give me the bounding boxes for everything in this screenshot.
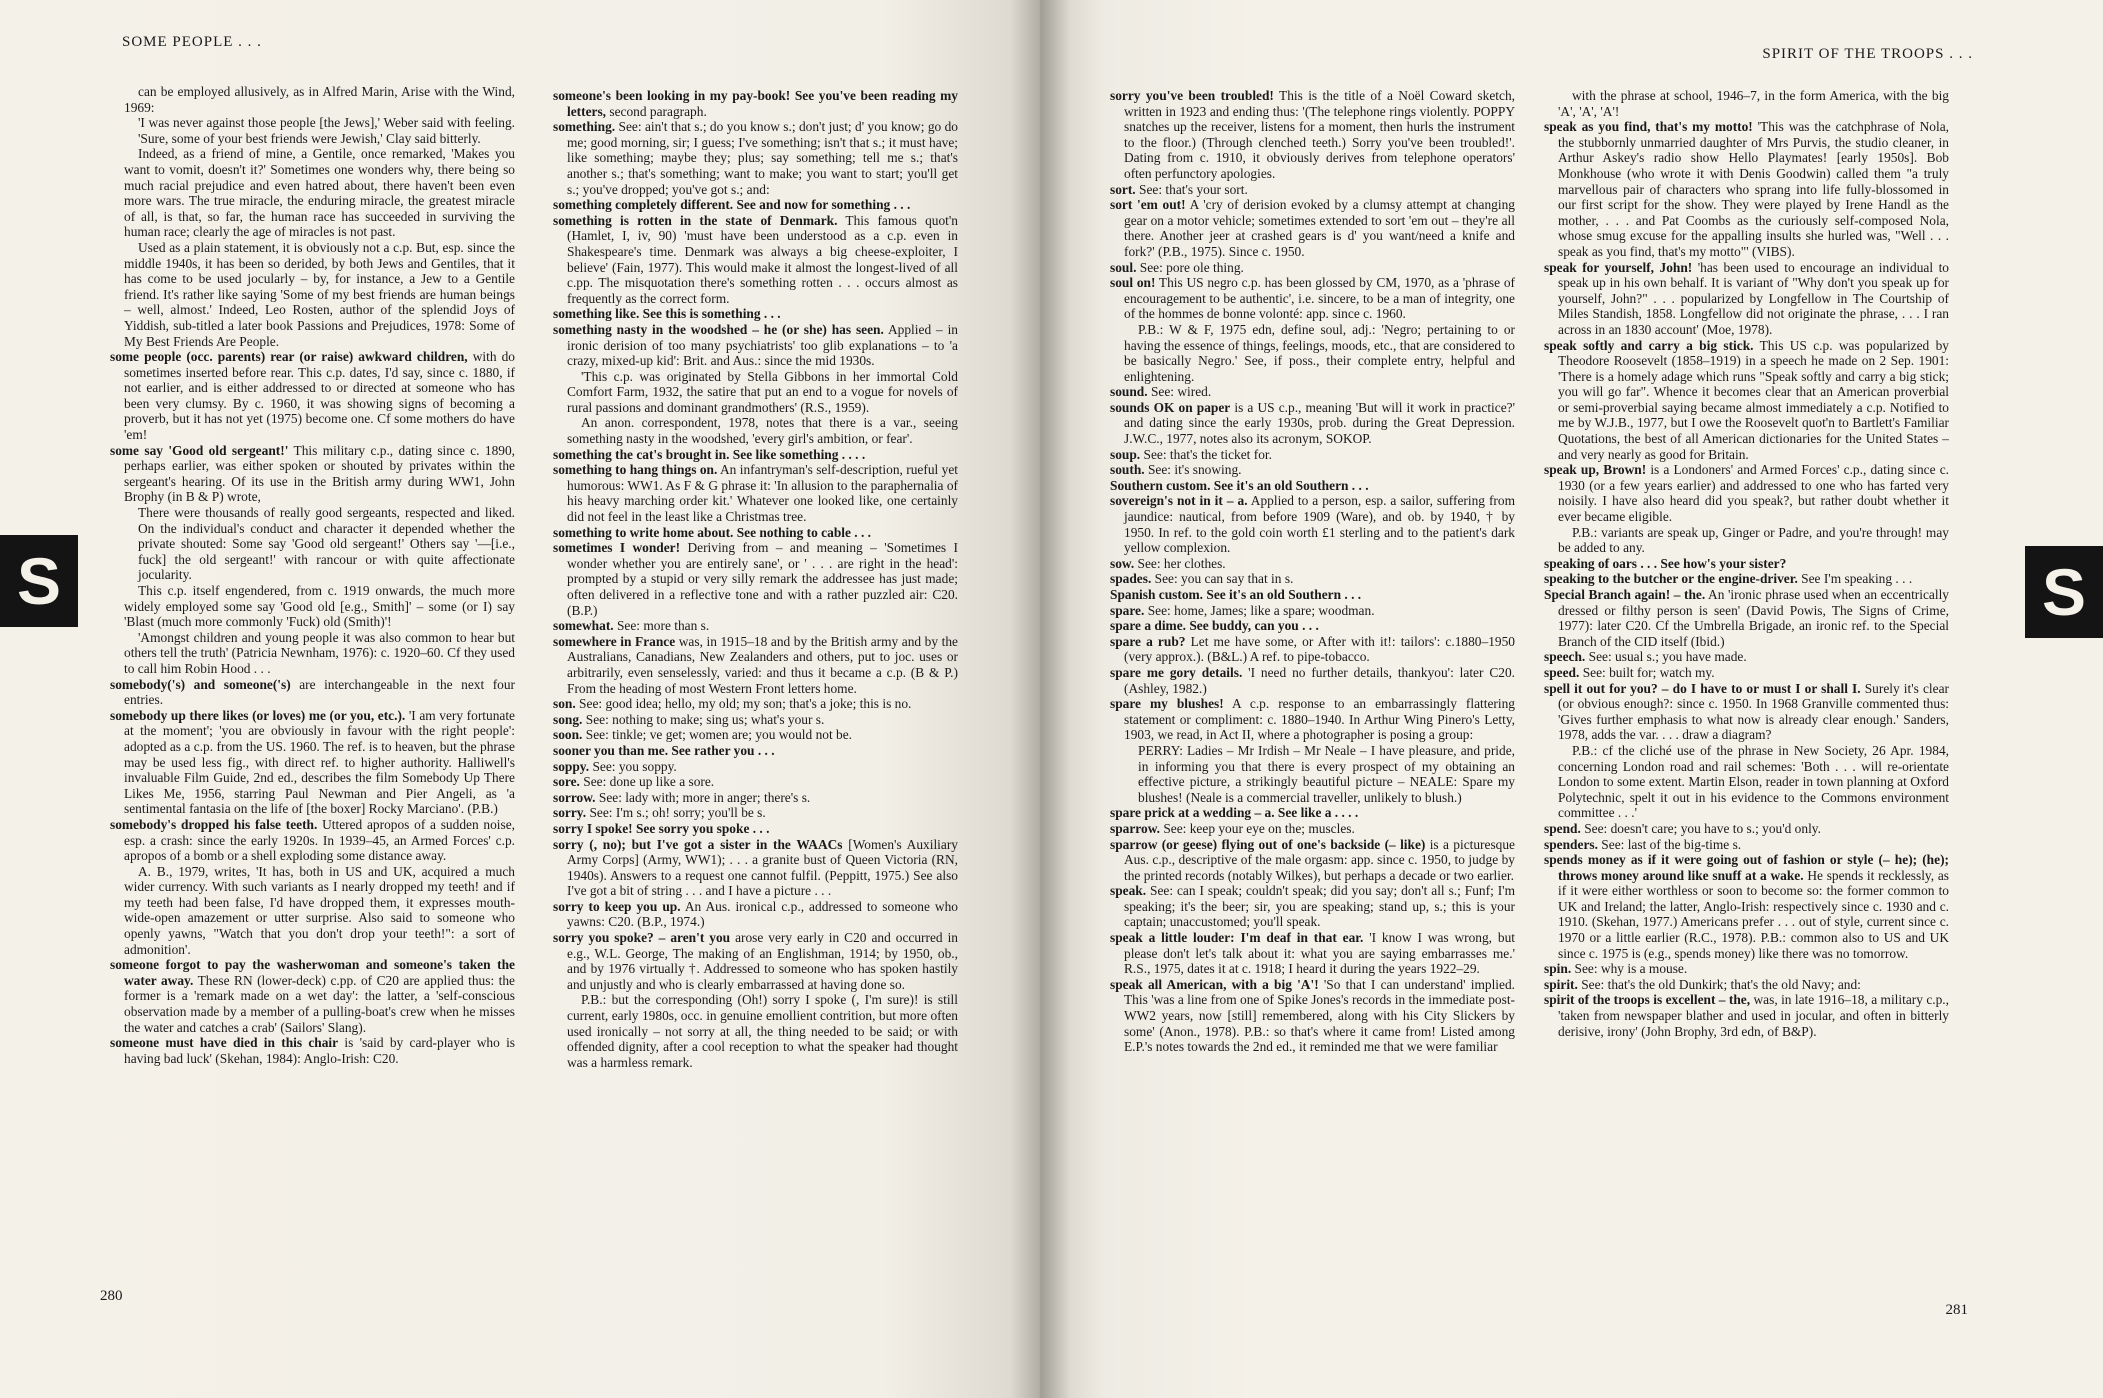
thumb-index-tab-left: S xyxy=(0,535,78,627)
entry-paragraph xyxy=(110,146,515,240)
entry-headword: Southern custom. See it's an old Southern . . . xyxy=(1110,477,1369,493)
dictionary-entry xyxy=(1110,634,1515,665)
entry-headword: sort 'em out! xyxy=(1110,197,1186,213)
entry-headword: sparrow (or geese) flying out of one's backside (– like) xyxy=(1110,836,1426,852)
entry-text: See: pore ole thing. xyxy=(1136,259,1244,275)
entry-headword: speaking of oars . . . See how's your sister? xyxy=(1544,555,1787,571)
entry-headword: spirit of the troops is excellent – the, xyxy=(1544,992,1751,1008)
entry-text: 'I was never against those people [the Jews],' Weber said with feeling. 'Sure, some of your best friends were Jewish,' Clay said bitterly. xyxy=(138,115,515,146)
entry-text: 'I know I was wrong, but please don't let's talk about it: what you are saying embarrasses me.' R.S., 1975, dates it at c. 1918; I heard it during the years 1922–29. xyxy=(1124,930,1515,977)
dictionary-entry xyxy=(553,930,958,992)
dictionary-entry xyxy=(553,790,958,806)
entry-paragraph xyxy=(110,115,515,146)
entry-text: 'Amongst children and young people it was also common to hear but others tell the truth' (Patricia Newnham, 1976): c. 1920–60. Cf they used to call him Robin Hood . . . xyxy=(124,629,515,676)
dictionary-entry xyxy=(1110,384,1515,400)
entry-text: See: that's the old Dunkirk; that's the old Navy; and: xyxy=(1577,976,1861,992)
entry-headword: speed. xyxy=(1544,664,1580,680)
thumb-index-tab-right: S xyxy=(2025,546,2103,638)
entry-paragraph xyxy=(110,864,515,958)
entry-paragraph xyxy=(110,240,515,349)
dictionary-entry xyxy=(553,618,958,634)
dictionary-entry xyxy=(553,540,958,618)
entry-headword: speak for yourself, John! xyxy=(1544,259,1693,275)
entry-text: See: why is a mouse. xyxy=(1571,961,1688,977)
entry-headword: something to write home about. See nothing to cable . . . xyxy=(553,524,872,540)
entry-headword: spare me gory details. xyxy=(1110,664,1243,680)
dictionary-entry xyxy=(1110,493,1515,555)
entry-headword: spenders. xyxy=(1544,836,1598,852)
entry-text: Used as a plain statement, it is obviously not a c.p. But, esp. since the middle 1940s, it has been so derided, by both Jews and Gentiles, that it has come to be used jocularly – by, for instance, a Jew to a Gentile friend. It's rather like saying 'Some of my best friends are human beings – well, almost.' Indeed, Leo Rosten, author of the splendid Joys of Yiddish, sub-titled a later book Passions and Prejudices, 1978: Some of My Best Friends Are People. xyxy=(124,239,515,349)
entry-headword: sounds OK on paper xyxy=(1110,399,1231,415)
entry-text: See: her clothes. xyxy=(1134,555,1226,571)
entry-headword: soul. xyxy=(1110,259,1137,275)
entry-paragraph xyxy=(553,992,958,1070)
column-1 xyxy=(110,84,515,1279)
dictionary-entry xyxy=(1544,119,1949,259)
entry-text: with the phrase at school, 1946–7, in the form America, with the big 'A', 'A', 'A'! xyxy=(1558,88,1949,119)
entry-text: This US negro c.p. has been glossed by CM, 1970, as a 'phrase of encouragement to be authentic', i.e. sincere, to be a man of integrity, one of the hommes de bonne volonté: app. since c. 1960. xyxy=(1124,275,1515,322)
running-head-left: SOME PEOPLE . . . xyxy=(122,34,262,50)
entry-headword: speak all American, with a big 'A'! xyxy=(1110,976,1319,992)
entry-text: An infantryman's self-description, rueful yet humorous: WW1. As F & G phrase it: 'In allusion to the paraphernalia of his heavy marching order kit.' Whatever one looked like, one certainly did not feel in the least like a Christmas tree. xyxy=(567,462,958,525)
dictionary-entry xyxy=(1544,338,1949,463)
entry-text: is a US c.p., meaning 'But will it work in practice?' and dating since the early 1930s, prob. during the Great Depression. J.W.C., 1977, notes also its acronym, SOKOP. xyxy=(1124,399,1515,447)
dictionary-entry xyxy=(1544,992,1949,1039)
dictionary-entry xyxy=(1544,961,1949,977)
entry-text: is 'said by card-player who is having bad luck' (Skehan, 1984): Anglo-Irish: C20. xyxy=(124,1035,515,1066)
entry-text: arose very early in C20 and occurred in e.g., W.L. George, The making of an Englishman, 1914; by 1950, ob., and by 1976 virtually †. Addressed to someone who has spoken hastily and unjustly and who is clearly embarrassed at having done so. xyxy=(567,930,958,992)
entry-headword: sometimes I wonder! xyxy=(553,540,681,556)
entry-text: [Women's Auxiliary Army Corps] (Army, WW1); . . . a granite bust of Queen Victoria (RN, 1940s). Answers to a request one cannot fulfil. (Peppitt, 1975.) See also I've got a bit of string . . . and I have a picture . . . xyxy=(567,836,958,899)
entry-headword: somebody's dropped his false teeth. xyxy=(110,816,318,832)
dictionary-entry xyxy=(553,634,958,696)
dictionary-entry xyxy=(553,462,958,524)
entry-headword: sorry. xyxy=(553,805,587,821)
entry-headword: sort. xyxy=(1110,181,1136,197)
dictionary-entry xyxy=(553,805,958,821)
dictionary-entry xyxy=(1110,275,1515,322)
entry-headword: south. xyxy=(1110,462,1145,478)
entry-text: This famous quot'n (Hamlet, I, iv, 90) 'must have been understood as a c.p. even in Shakespeare's time. Denmark was always a big cheese-exploiter, I believe' (Fain, 1977). This would make it almost the longest-lived of all c.pp. The misquotation there's something rotten . . . occurs almost as frequently as the correct form. xyxy=(567,212,958,306)
entry-headword: something. xyxy=(553,119,616,135)
entry-headword: spare. xyxy=(1110,602,1145,618)
entry-text: See: good idea; hello, my old; my son; that's a joke; this is no. xyxy=(575,696,912,712)
entry-headword: soon. xyxy=(553,727,583,743)
entry-headword: Spanish custom. See it's an old Southern . . . xyxy=(1110,587,1362,602)
entry-headword: someone's been looking in my pay-book! See you've been reading my letters, xyxy=(553,88,958,119)
entry-headword: sooner you than me. See rather you . . . xyxy=(553,742,775,758)
left-page xyxy=(0,0,1040,1398)
dictionary-entry xyxy=(1110,603,1515,619)
entry-text: See: usual s.; you have made. xyxy=(1585,649,1747,665)
entry-headword: something the cat's brought in. See like something . . . . xyxy=(553,446,866,462)
entry-headword: something to hang things on. xyxy=(553,462,718,478)
entry-text: is a picturesque Aus. c.p., descriptive of the male orgasm: app. since c. 1950, to judge by the printed records (notably Wilkes), but perhaps a decade or two earlier. xyxy=(1124,836,1515,883)
entry-text: Surely it's clear (or obvious enough?: since c. 1950. In 1968 Granville commented thus: 'Gives further emphasis to what now is already clear enough.' Sanders, 1978, adds the var. . . . draw a diagram? xyxy=(1558,680,1949,743)
dictionary-entry xyxy=(1544,852,1949,961)
entry-text: was, in 1915–18 and by the British army and by the Australians, Canadians, New Zealanders and others, put to joc. uses or arbitrarily, even senselessly, varied: and thus it became a c.p. (B & P.) From the heading of most Western Front letters home. xyxy=(567,633,958,696)
entry-headword: someone forgot to pay the washerwoman and someone's taken the water away. xyxy=(110,957,515,988)
entry-headword: spare prick at a wedding – a. See like a . . . . xyxy=(1110,805,1359,821)
entry-headword: soppy. xyxy=(553,758,590,774)
dictionary-entry xyxy=(553,899,958,930)
column-2 xyxy=(553,88,958,1283)
entry-headword: spirit. xyxy=(1544,976,1578,992)
entry-text: This is the title of a Noël Coward sketch, written in 1923 and ending thus: '(The telephone rings violently. POPPY snatches up the receiver, listens for a moment, then hurls the instrument to the floor.) (Through clenched teeth.) Sorry you've been troubled!'. Dating from c. 1910, it obviously derives from telephone operators' often perfunctory apologies. xyxy=(1124,88,1515,181)
entry-headword: sorry I spoke! See sorry you spoke . . . xyxy=(553,820,770,836)
entry-text: 'I am very fortunate at the moment'; 'you are obviously in favour with the right people': adopted as a c.p. from the US. 1960. The ref. is to heaven, but the phrase may be used less fig., with direct ref. to higher authority. Halliwell's invaluable Film Guide, 2nd ed., describes the film Somebody Up There Likes Me, 1956, starring Paul Newman and Pier Angeli, as 'a sentimental fantasia on the life of [the boxer] Rocky Marciano'. (P.B.) xyxy=(124,707,515,817)
entry-headword: something nasty in the woodshed – he (or she) has seen. xyxy=(553,321,884,337)
dictionary-entry xyxy=(1544,260,1949,338)
dictionary-entry xyxy=(1544,571,1949,587)
dictionary-entry xyxy=(553,712,958,728)
entry-headword: somewhat. xyxy=(553,618,614,634)
dictionary-entry xyxy=(553,322,958,369)
entry-paragraph xyxy=(1544,88,1949,119)
entry-headword: sorry you spoke? – aren't you xyxy=(553,930,731,946)
dictionary-entry xyxy=(553,774,958,790)
entry-headword: somebody up there likes (or loves) me (or you, etc.). xyxy=(110,707,406,723)
entry-text: See: tinkle; ve get; women are; you would not be. xyxy=(582,727,853,743)
entry-text: This US c.p. was popularized by Theodore Roosevelt (1858–1919) in a speech he made on 2 Sep. 1901: 'There is a homely adage which runs "Speak softly and carry a big stick; you will go far". Whence it becomes clear that an American proverbial or semi-proverbial saying became almost immediately a c.p. Notified to me by W.J.B., 1977, but I owe the Roosevelt quot'n to Bartlett's Familiar Quotations, the best of all American dictionaries for the United States – and very nearly as good for Britain. xyxy=(1558,337,1949,462)
entry-text: This military c.p., dating since c. 1890, perhaps earlier, was either spoken or shouted by privates within the sergeant's hearing. Of its use in the British army during WW1, John Brophy (in B & P) wrote, xyxy=(124,442,515,505)
dictionary-entry xyxy=(1110,462,1515,478)
dictionary-entry xyxy=(1544,821,1949,837)
entry-text: See I'm speaking . . . xyxy=(1797,571,1913,587)
dictionary-entry xyxy=(1110,556,1515,572)
dictionary-entry xyxy=(1544,681,1949,743)
entry-text: He spends it recklessly, as if it were either worthless or soon to become so: the former common to UK and Ireland; the latter, Anglo-Irish: respectively since c. 1930 and c. 1910. (Skehan, 1977.) Americans prefer . . . out of style, current since c. 1970 or a little earlier (R.C., 1978). P.B.: common also to US and UK since c. 1975 is (e.g., spends money) like there was no tomorrow. xyxy=(1558,867,1949,961)
entry-headword: something completely different. See and now for something . . . xyxy=(553,197,911,213)
dictionary-entry xyxy=(553,306,958,322)
page-number-left: 280 xyxy=(100,1288,123,1304)
dictionary-entry xyxy=(1110,618,1515,634)
entry-headword: something like. See this is something . . . xyxy=(553,306,781,322)
dictionary-entry xyxy=(553,743,958,759)
dictionary-entry xyxy=(1110,696,1515,743)
entry-text: This c.p. itself engendered, from c. 1919 onwards, the much more widely employed some say 'Good old [e.g., Smith]' – some (or I) say 'Blast (much more commonly 'Fuck) old (Smith)'! xyxy=(124,583,515,630)
dictionary-entry xyxy=(110,443,515,505)
dictionary-entry xyxy=(1544,649,1949,665)
dictionary-entry xyxy=(1110,587,1515,603)
entry-text: P.B.: variants are speak up, Ginger or Padre, and you're through! may be added to any. xyxy=(1558,524,1949,556)
dictionary-entry xyxy=(553,837,958,899)
entry-headword: somewhere in France xyxy=(553,633,676,649)
column-3 xyxy=(1110,88,1515,1283)
entry-headword: son. xyxy=(553,696,576,712)
entry-headword: speaking to the butcher or the engine-driver. xyxy=(1544,571,1798,587)
dictionary-entry xyxy=(553,821,958,837)
entry-headword: spend. xyxy=(1544,820,1581,836)
entry-headword: speak up, Brown! xyxy=(1544,462,1647,478)
entry-text: See: done up like a sore. xyxy=(579,774,715,790)
entry-headword: sore. xyxy=(553,774,580,790)
entry-headword: spell it out for you? – do I have to or must I or shall I. xyxy=(1544,680,1861,696)
dictionary-entry xyxy=(1544,556,1949,572)
entry-headword: speak. xyxy=(1110,883,1147,899)
dictionary-entry xyxy=(1110,197,1515,259)
entry-text: See: that's your sort. xyxy=(1135,181,1248,197)
entry-headword: sovereign's not in it – a. xyxy=(1110,493,1248,509)
dictionary-entry xyxy=(1544,837,1949,853)
page-number-right: 281 xyxy=(1945,1302,1968,1318)
dictionary-entry xyxy=(1544,462,1949,524)
entry-text: See: doesn't care; you have to s.; you'd only. xyxy=(1580,820,1821,836)
entry-headword: sparrow. xyxy=(1110,820,1160,836)
dictionary-entry xyxy=(1110,821,1515,837)
dictionary-entry xyxy=(1110,478,1515,494)
entry-text: P.B.: W & F, 1975 edn, define soul, adj.: 'Negro; pertaining to or having the essence of things, feelings, moods, etc., that are considered to be basically Negro.' See, if poss., their complete entry, helpful and enlightening. xyxy=(1124,321,1515,384)
entry-headword: sorry (, no); but I've got a sister in the WAACs xyxy=(553,836,843,852)
entry-paragraph xyxy=(110,84,515,115)
entry-text: These RN (lower-deck) c.pp. of C20 are applied thus: the former is a 'remark made on a wet day': the latter, a 'self-conscious observation made by a member of a pulling-boat's crew when he misses the water and catches a crab' (Sailors' Slang). xyxy=(124,972,515,1035)
entry-text: Let me have some, or After with it!: tailors': c.1880–1950 (very approx.). (B&L.) A ref. to pipe-tobacco. xyxy=(1124,633,1515,665)
dictionary-entry xyxy=(1110,88,1515,182)
entry-text: Applied – in ironic derision of too many psychiatrists' too glib explanations – to 'a crazy, mixed-up kid': Brit. and Aus.: since the mid 1930s. xyxy=(567,321,958,369)
running-head-right: SPIRIT OF THE TROOPS . . . xyxy=(1762,46,1973,62)
dictionary-entry xyxy=(1544,977,1949,993)
entry-headword: spare a dime. See buddy, can you . . . xyxy=(1110,618,1319,634)
dictionary-entry xyxy=(1110,837,1515,884)
entry-paragraph xyxy=(110,583,515,630)
dictionary-entry xyxy=(110,957,515,1035)
entry-text: P.B.: but the corresponding (Oh!) sorry I spoke (, I'm sure)! is still current, early 1980s, occ. in genuine emollient contrition, but more often used ironically – not sorry at all, the thing needed to be said; or with offended dignity, after a cool reception to what the speaker had thought was a harmless remark. xyxy=(567,992,958,1070)
entry-text: 'This c.p. was originated by Stella Gibbons in her immortal Cold Comfort Farm, 1932, the satire that put an end to a vogue for novels of rural passions and dominant grandmothers' (R.S., 1959). xyxy=(567,368,958,415)
dictionary-entry xyxy=(553,696,958,712)
dictionary-entry xyxy=(553,119,958,197)
entry-text: An anon. correspondent, 1978, notes that there is a var., seeing something nasty in the woodshed, 'every girl's ambition, or fear'. xyxy=(567,415,958,447)
entry-paragraph xyxy=(110,505,515,583)
entry-paragraph xyxy=(1110,743,1515,805)
entry-headword: spades. xyxy=(1110,571,1152,587)
entry-headword: sound. xyxy=(1110,384,1148,400)
dictionary-entry xyxy=(553,759,958,775)
entry-text: See: nothing to make; sing us; what's your s. xyxy=(582,711,825,727)
entry-text: was, in late 1916–18, a military c.p., 'taken from newspaper blather and used in jocular, and often in bitterly derisive, irony' (John Brophy, 3rd edn, of B&P). xyxy=(1558,992,1949,1039)
entry-text: is a Londoners' and Armed Forces' c.p., dating since c. 1930 (or a few years earlier) and addressed to one who has farted very noisily. I have also heard did you speak?, but rather doubt whether it ever became eligible. xyxy=(1558,462,1949,525)
entry-headword: somebody('s) and someone('s) xyxy=(110,676,291,692)
entry-text: See: ain't that s.; do you know s.; don't just; d' you know; go do me; good morning, sir; I guess; I've something; isn't that s.; it must have; like something; maybe they; plus; say something; tell me s.; that's another s.; that's something; want to make; you want to start; you'll get s.; you've dropped; you've got s.; and: xyxy=(567,119,958,197)
dictionary-entry xyxy=(553,525,958,541)
dictionary-entry xyxy=(1110,883,1515,930)
entry-headword: sorrow. xyxy=(553,789,596,805)
entry-headword: sorry you've been troubled! xyxy=(1110,88,1274,103)
entry-paragraph xyxy=(1544,743,1949,821)
entry-headword: soup. xyxy=(1110,446,1141,462)
dictionary-entry xyxy=(1110,977,1515,1055)
dictionary-entry xyxy=(110,349,515,443)
entry-paragraph xyxy=(1110,322,1515,384)
entry-text: A. B., 1979, writes, 'It has, both in US and UK, acquired a much wider currency. With such variants as I nearly dropped my teeth! and if my teeth had been false, I'd have dropped them, it expresses mouth-wide-open amazement or utter surprise. Also said to someone who openly yawns, "Watch that you don't drop your teeth!": a sort of admonition'. xyxy=(124,863,515,957)
entry-paragraph xyxy=(110,630,515,677)
entry-text: 'I need no further details, thankyou': later C20. (Ashley, 1982.) xyxy=(1124,664,1515,696)
entry-text: See: lady with; more in anger; there's s. xyxy=(595,789,811,805)
entry-text: See: you can say that in s. xyxy=(1151,571,1294,587)
entry-text: A c.p. response to an embarrassingly flattering statement or compliment: c. 1880–1940. In Arthur Wing Pinero's Letty, 1903, we read, in Act II, where a photographer is posing a group: xyxy=(1124,696,1515,743)
dictionary-entry xyxy=(1110,182,1515,198)
entry-headword: song. xyxy=(553,711,583,727)
entry-text: See: it's snowing. xyxy=(1144,462,1242,478)
entry-text: See: built for; watch my. xyxy=(1579,664,1715,680)
entry-text: See: keep your eye on the; muscles. xyxy=(1159,820,1355,836)
dictionary-entry xyxy=(1110,447,1515,463)
entry-text: See: home, James; like a spare; woodman. xyxy=(1144,602,1375,618)
entry-text: There were thousands of really good sergeants, respected and liked. On the individual's conduct and character it depended whether the private shouted: Some say 'Good old sergeant!' Others say '—[i.e., fuck] the old sergeant!' with rancour or with quite affectionate jocularity. xyxy=(138,505,515,583)
entry-text: An Aus. ironical c.p., addressed to someone who yawns: C20. (B.P., 1974.) xyxy=(567,898,958,930)
dictionary-entry xyxy=(1110,260,1515,276)
dictionary-entry xyxy=(553,197,958,213)
entry-headword: spare my blushes! xyxy=(1110,696,1224,712)
entry-paragraph xyxy=(553,369,958,416)
entry-text: 'This was the catchphrase of Nola, the stubbornly unmarried daughter of Mrs Purvis, the studio cleaner, in Arthur Askey's radio show Hello Playmates! [early 1950s]. Bob Monkhouse (who wrote it with Denis Goodwin) called them "a truly marvellous pair of characters who sprang into life fully-blossomed in our first script for the show. They were played by Irene Handl as the mother, . . . and Pat Coombs as the curiously self-composed Nola, whose smug excuse for the appalling insults she hurled was, "Well . . . speak as you find, that's my motto"' (VIBS). xyxy=(1558,119,1949,259)
entry-headword: Special Branch again! – the. xyxy=(1544,587,1706,602)
entry-text: See: wired. xyxy=(1147,384,1212,400)
entry-text: with do sometimes inserted before rear. This c.p. dates, I'd say, since c. 1880, if not earlier, and is either addressed to or directed at someone who has been very clumsy. By c. 1960, it was showing signs of becoming a proverb, but it has not yet (1975) become one. Cf some mothers do have 'em! xyxy=(124,349,515,443)
entry-text: An 'ironic phrase used when an eccentrically dressed or filthy person is seen' (David Powis, The Signs of Crime, 1977): later C20. Cf the Umbrella Brigade, an ironic ref. to the Special Branch of the CID itself (Ibid.) xyxy=(1558,587,1949,649)
entry-text: A 'cry of derision evoked by a clumsy attempt at changing gear on a motor vehicle; sometimes extended to sort 'em out – they're all there. Another jeer at crashed gears is d' you want/need a knife and fork?' (P.B., 1975). Since c. 1950. xyxy=(1124,197,1515,259)
entry-text: second paragraph. xyxy=(606,103,707,119)
entry-text: See: that's the ticket for. xyxy=(1140,446,1272,462)
dictionary-entry xyxy=(110,817,515,864)
entry-text: Deriving from – and meaning – 'Sometimes I wonder whether you are entirely sane', or ' . . . are right in the head': prompted by a stupid or very silly remark the addressee has just made; often delivered in a reflective tone and with a rather puzzled air: C20. (B.P.) xyxy=(567,540,958,618)
dictionary-entry xyxy=(110,708,515,817)
entry-text: See: I'm s.; oh! sorry; you'll be s. xyxy=(586,805,766,821)
entry-headword: sow. xyxy=(1110,555,1135,571)
entry-headword: some say 'Good old sergeant!' xyxy=(110,442,289,458)
entry-text: Applied to a person, esp. a sailor, suffering from jaundice: nautical, from before 1909 (Ware), and ob. by 1940, † by 1950. In ref. to the gold coin worth £1 sterling and to the patient's dark yellow complexion. xyxy=(1124,493,1515,556)
dictionary-entry xyxy=(1110,400,1515,447)
dictionary-entry xyxy=(1110,805,1515,821)
entry-headword: spare a rub? xyxy=(1110,633,1186,649)
entry-text: 'So that I can understand' implied. This 'was a line from one of Spike Jones's records in the immediate post-WW2 years, now [still] remembered, along with his City Slickers by some' (Anon., 1978). P.B.: so that's where it came from! Listed among E.P.'s notes towards the 2nd ed., it reminded me that we were familiar xyxy=(1124,976,1515,1055)
book-gutter-shadow xyxy=(1010,0,1070,1398)
entry-text: Uttered apropos of a sudden noise, esp. a crash: since the early 1920s. In 1939–45, an Armed Forces' c.p. apropos of a bomb or a shell exploding some distance away. xyxy=(124,816,515,864)
entry-text: can be employed allusively, as in Alfred Marin, Arise with the Wind, 1969: xyxy=(124,84,515,115)
dictionary-entry xyxy=(1110,930,1515,977)
dictionary-entry xyxy=(553,213,958,307)
dictionary-entry xyxy=(1110,571,1515,587)
entry-headword: sorry to keep you up. xyxy=(553,898,681,914)
entry-headword: someone must have died in this chair xyxy=(110,1035,339,1051)
entry-text: See: you soppy. xyxy=(589,758,677,774)
dictionary-entry xyxy=(1110,665,1515,696)
dictionary-entry xyxy=(110,677,515,708)
entry-headword: speak softly and carry a big stick. xyxy=(1544,337,1754,353)
entry-text: See: more than s. xyxy=(613,618,710,634)
dictionary-entry xyxy=(1544,587,1949,649)
column-4 xyxy=(1544,88,1949,1293)
dictionary-entry xyxy=(553,727,958,743)
entry-paragraph xyxy=(553,415,958,446)
entry-text: are interchangeable in the next four entries. xyxy=(124,676,515,708)
entry-headword: spends money as if it were going out of fashion or style (– he); (he); throws money around like snuff at a wake. xyxy=(1544,852,1949,883)
entry-headword: some people (occ. parents) rear (or raise) awkward children, xyxy=(110,349,468,365)
dictionary-entry xyxy=(1544,665,1949,681)
entry-text: See: can I speak; couldn't speak; did you say; don't all s.; Funf; I'm speaking; it's the beer; sir, you are speaking; stand up, s.; this is your captain; unaccustomed; you'll speak. xyxy=(1124,883,1515,930)
entry-text: PERRY: Ladies – Mr Irdish – Mr Neale – I have pleasure, and pride, in informing you that there is every prospect of my obtaining an effective picture, a strikingly beautiful picture – NEALE: Spare my blushes! (Neale is a commercial traveller, unlikely to blush.) xyxy=(1138,742,1515,805)
dictionary-entry xyxy=(110,1035,515,1066)
entry-headword: speak a little louder: I'm deaf in that ear. xyxy=(1110,930,1364,946)
entry-headword: something is rotten in the state of Denmark. xyxy=(553,212,838,228)
entry-text: Indeed, as a friend of mine, a Gentile, once remarked, 'Makes you want to vomit, doesn't it?' Sometimes one wonders why, there being so much racial prejudice and even hatred about, there haven't been even more wars. The true miracle, the enduring miracle, the greatest miracle of all, is that, so far, the human race has succeeded in surviving the human race; clearly the age of miracles is not past. xyxy=(124,146,515,240)
entry-paragraph xyxy=(1544,525,1949,556)
entry-text: See: last of the big-time s. xyxy=(1597,836,1742,852)
entry-text: P.B.: cf the cliché use of the phrase in New Society, 26 Apr. 1984, concerning London road and rail schemes: 'Both . . . will re-orientate London to some extent. Martin Elson, reader in town planning at Oxford Polytechnic, spelt it out in his evidence to the Commons environment committee . . .' xyxy=(1558,742,1949,821)
entry-text: 'has been used to encourage an individual to speak up in his own behalf. It is variant of "Why don't you speak up for yourself, John?" . . . popularized by Longfellow in The Courtship of Miles Standish, 1858. Longfellow did not originate the phrase, . . . I ran across in an 1830 account' (Moe, 1978). xyxy=(1558,259,1949,337)
entry-headword: speech. xyxy=(1544,649,1586,665)
dictionary-entry xyxy=(553,88,958,119)
dictionary-entry xyxy=(553,447,958,463)
entry-headword: spin. xyxy=(1544,961,1572,977)
entry-headword: speak as you find, that's my motto! xyxy=(1544,119,1753,135)
entry-headword: soul on! xyxy=(1110,275,1156,291)
